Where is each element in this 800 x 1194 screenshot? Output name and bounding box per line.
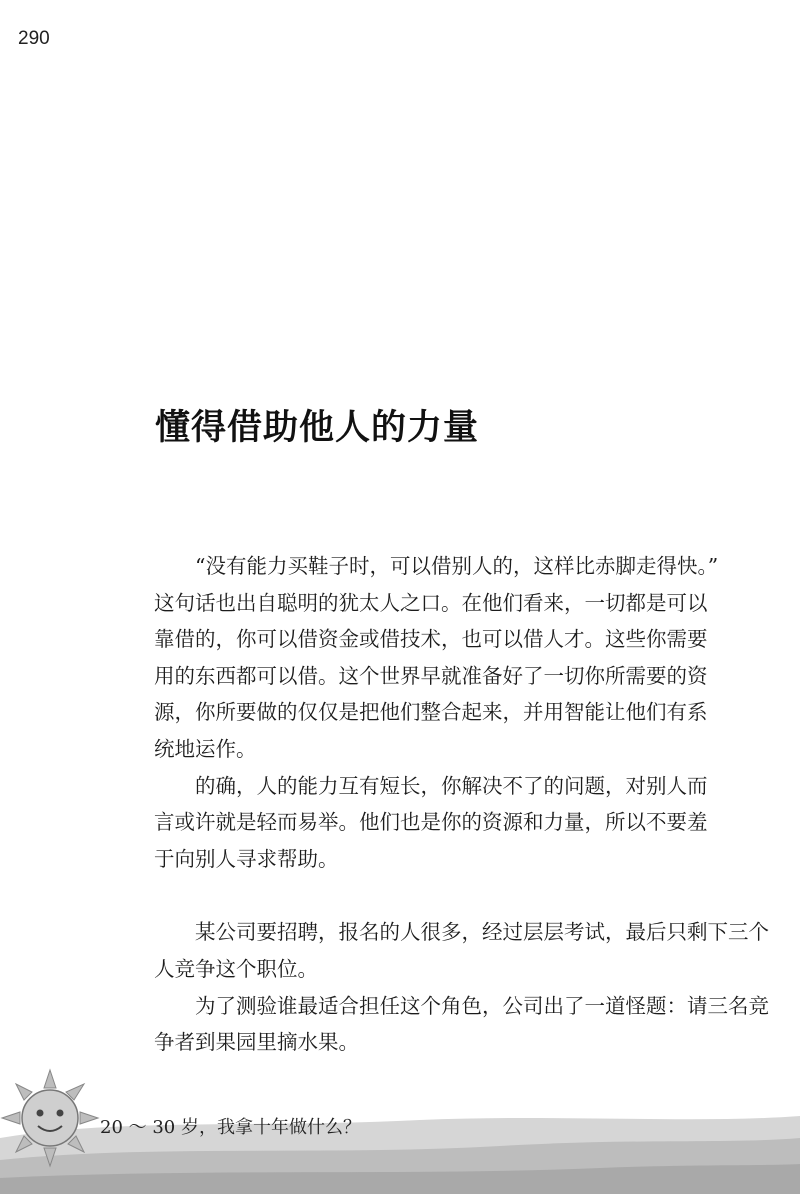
body-text xyxy=(154,548,769,1061)
sun-face-icon xyxy=(0,1068,100,1168)
chapter-title: 懂得借助他人的力量 xyxy=(155,408,480,448)
body-line: 某公司要招聘，报名的人很多，经过层层考试，最后只剩下三个 xyxy=(154,920,769,945)
body-line: 的确，人的能力互有短长，你解决不了的问题，对别人而 xyxy=(154,773,708,798)
body-line: 争者到果园里摘水果。 xyxy=(154,1030,359,1055)
page-number: 290 xyxy=(18,28,50,49)
body-line: 人竞争这个职位。 xyxy=(154,956,318,981)
body-line: 用的东西都可以借。这个世界早就准备好了一切你所需要的资 xyxy=(154,663,708,688)
body-line: 统地运作。 xyxy=(154,736,257,761)
paragraph-gap xyxy=(154,877,732,914)
body-line: 言或许就是轻而易举。他们也是你的资源和力量，所以不要羞 xyxy=(154,810,708,835)
footer-book-title: 20 ～ 30 岁，我拿十年做什么？ xyxy=(100,1117,361,1138)
body-line: 源，你所要做的仅仅是把他们整合起来，并用智能让他们有系 xyxy=(154,700,708,725)
body-line: 这句话也出自聪明的犹太人之口。在他们看来，一切都是可以 xyxy=(154,590,708,615)
body-line: 为了测验谁最适合担任这个角色，公司出了一道怪题：请三名竞 xyxy=(154,993,769,1018)
body-line: 于向别人寻求帮助。 xyxy=(154,846,339,871)
body-line: “没有能力买鞋子时，可以借别人的，这样比赤脚走得快。” xyxy=(154,554,719,578)
body-line: 靠借的，你可以借资金或借技术，也可以借人才。这些你需要 xyxy=(154,627,708,652)
